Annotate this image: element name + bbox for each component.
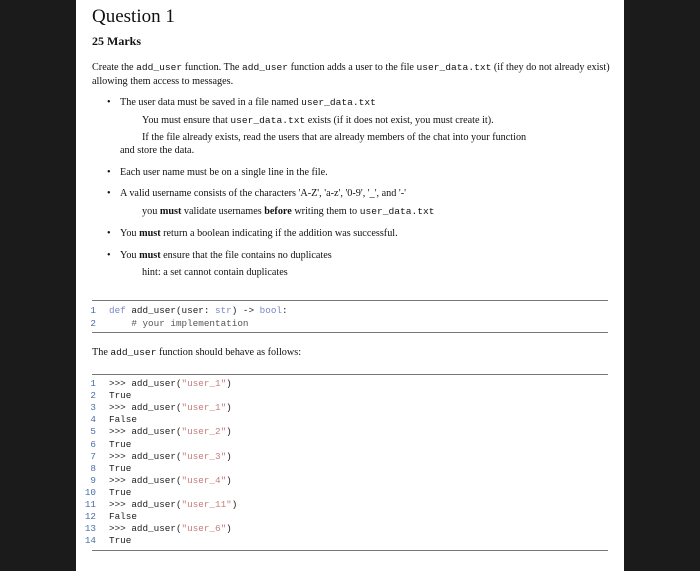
bullet-3: • A valid username consists of the characters 'A-Z', 'a-z', '0-9', '_', and '-' xyxy=(107,188,406,199)
examples-rule-top xyxy=(92,374,608,375)
example-line: 3 >>> add_user("user_1") xyxy=(90,402,232,414)
example-line: 9 >>> add_user("user_4") xyxy=(90,474,232,486)
bullet-5: • You must ensure that the file contains no duplicates xyxy=(107,250,332,261)
code-line: 2 # your implementation xyxy=(90,318,249,329)
example-line: 6 True xyxy=(90,438,132,450)
bullet-1: • The user data must be saved in a file named user_data.txt xyxy=(107,97,376,108)
example-line: 5 >>> add_user("user_2") xyxy=(90,426,232,438)
bullet-dot: • xyxy=(107,97,111,108)
code-rule-top xyxy=(92,300,608,301)
example-line: 2 True xyxy=(90,390,132,402)
example-line: 4 False xyxy=(90,414,137,426)
fn-name: add_user xyxy=(136,62,183,73)
example-line: 1 >>> add_user("user_1") xyxy=(90,378,232,389)
bullet-1-sub-1: You must ensure that user_data.txt exists (if it does not exist, you must create it). xyxy=(142,115,494,126)
bullet-1-sub-2-cont: and store the data. xyxy=(120,145,195,156)
example-line: 12 False xyxy=(84,511,137,523)
code-line: 1 def add_user(user: str) -> bool: xyxy=(90,305,288,316)
behave-caption: The add_user function should behave as follows: xyxy=(92,347,302,358)
example-line: 7 >>> add_user("user_3") xyxy=(90,450,232,462)
example-line: 8 True xyxy=(90,462,132,474)
file-name: user_data.txt xyxy=(416,62,492,73)
bullet-dot: • xyxy=(107,167,111,178)
example-line: 10 True xyxy=(84,486,132,498)
document-page xyxy=(76,0,624,571)
bullet-1-sub-2: If the file already exists, read the users that are already members of the chat into your function xyxy=(142,132,527,143)
question-title: Question 1 xyxy=(92,6,175,27)
bullet-5-hint: hint: a set cannot contain duplicates xyxy=(142,267,288,278)
examples-rule-bottom xyxy=(92,550,608,551)
bullet-dot: • xyxy=(107,188,111,199)
bullet-3-sub: you must validate usernames before writing them to user_data.txt xyxy=(142,206,435,217)
example-line: 13 >>> add_user("user_6") xyxy=(84,523,232,535)
code-rule-bottom xyxy=(92,332,608,333)
example-line: 14 True xyxy=(84,535,132,547)
bullet-2: • Each user name must be on a single line in the file. xyxy=(107,167,328,178)
bullet-4: • You must return a boolean indicating if the addition was successful. xyxy=(107,228,398,239)
intro-paragraph: Create the add_user function. The add_user function adds a user to the file user_data.txt (if they do not already exist) allowing them access to messages. xyxy=(92,62,610,87)
bullet-dot: • xyxy=(107,250,111,261)
bullet-dot: • xyxy=(107,228,111,239)
marks-label: 25 Marks xyxy=(92,34,141,48)
example-line: 11 >>> add_user("user_11") xyxy=(84,499,238,510)
fn-name: add_user xyxy=(241,62,289,73)
